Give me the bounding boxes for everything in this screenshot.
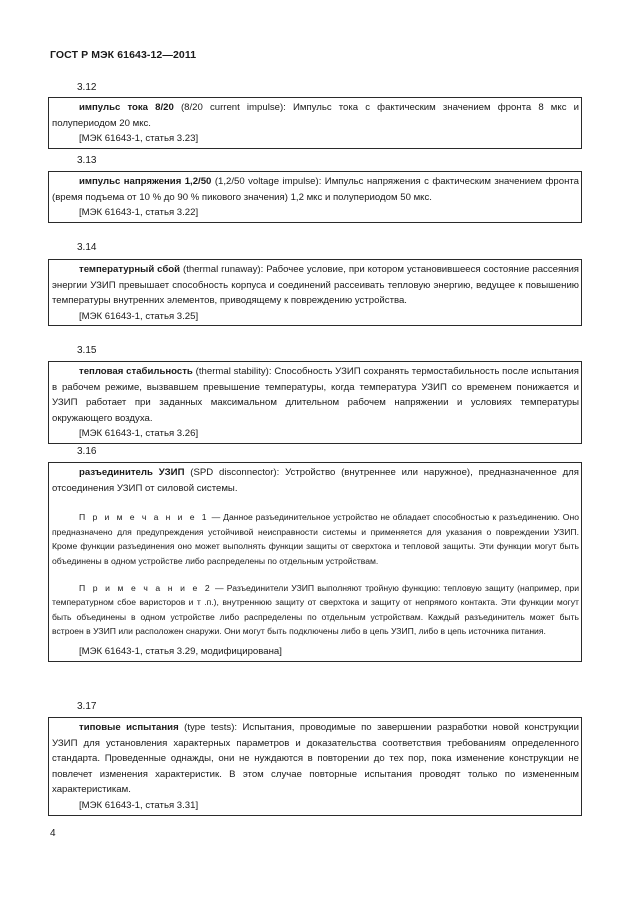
entry-note-1: П р и м е ч а н и е 1 — Данное разъединительное устройство не обладает способностью к разъединению. Оно предназначено для предупреждения устойчивой неисправности системы и применяется для указания о повреждении УЗИП. Кроме функции разъединения оно может выполнять функции защиты от сверхтока и тепловой защиты. Эти функции могут быть объединены в одном устройстве либо распределены по отдельным устройствам. bbox=[52, 512, 579, 566]
entry-box-3-14 bbox=[48, 259, 582, 326]
entry-number-3-12: 3.12 bbox=[77, 82, 97, 93]
entry-box-3-15 bbox=[48, 361, 582, 444]
document-header: ГОСТ Р МЭК 61643-12—2011 bbox=[50, 49, 197, 61]
entry-box-3-12 bbox=[48, 97, 582, 149]
entry-source: [МЭК 61643-1, статья 3.25] bbox=[79, 310, 199, 322]
entry-definition: импульс напряжения 1,2/50 (1,2/50 voltage impulse): Импульс напряжения с фактическим значением фронта (время подъема от 10 % до 90 % пикового значения) 1,2 мкс и полупериодом 50 мкс. bbox=[52, 176, 579, 203]
entry-source: [МЭК 61643-1, статья 3.29, модифицирована] bbox=[79, 645, 282, 657]
entry-term: типовые испытания bbox=[79, 722, 179, 733]
entry-source: [МЭК 61643-1, статья 3.22] bbox=[79, 207, 199, 219]
entry-term: импульс тока 8/20 bbox=[79, 102, 174, 113]
entry-source: [МЭК 61643-1, статья 3.31] bbox=[79, 799, 199, 811]
entry-number-3-16: 3.16 bbox=[77, 446, 97, 457]
entry-box-3-13 bbox=[48, 171, 582, 223]
entry-definition: разъединитель УЗИП (SPD disconnector): Устройство (внутреннее или наружное), предназначенное для отсоединения УЗИП от силовой системы. bbox=[52, 467, 579, 494]
entry-number-3-13: 3.13 bbox=[77, 155, 97, 166]
entry-term: импульс напряжения 1,2/50 bbox=[79, 176, 212, 187]
entry-term: разъединитель УЗИП bbox=[79, 467, 185, 478]
entry-definition: импульс тока 8/20 (8/20 current impulse): Импульс тока с фактическим значением фронта 8 мкс и полупериодом 20 мкс. bbox=[52, 102, 579, 129]
entry-box-3-17 bbox=[48, 717, 582, 816]
page-number: 4 bbox=[50, 828, 56, 839]
entry-definition: тепловая стабильность (thermal stability): Способность УЗИП сохранять термостабильность после испытания в рабочем режиме, вызвавшем превышение температуры, когда температура УЗИП со временем понижается и УЗИП работает при заданных максимальном длительном рабочем напряжении и условиях температуры окружающего воздуха. bbox=[52, 366, 579, 424]
entry-term: температурный сбой bbox=[79, 264, 181, 275]
entry-note-2: П р и м е ч а н и е 2 — Разъединители УЗИП выполняют тройную функцию: тепловую защиту (например, при температурном сбое варисторов и т .п.), внутреннюю защиту от сверхтока и защиту от непрямого контакта. Эти функции могут быть объединены в одном устройстве либо распределены по отдельным устройствам. Каждый разъединитель может быть встроен в УЗИП или расположен снаружи. Они могут быть подключены либо в цепь УЗИП, либо в цепь источника питания. bbox=[52, 582, 579, 637]
entry-box-3-16 bbox=[48, 462, 582, 662]
entry-number-3-15: 3.15 bbox=[77, 345, 97, 356]
entry-source: [МЭК 61643-1, статья 3.26] bbox=[79, 428, 199, 440]
entry-number-3-14: 3.14 bbox=[77, 242, 97, 253]
entry-definition: типовые испытания (type tests): Испытания, проводимые по завершении разработки новой конструкции УЗИП для установления характерных параметров и доказательства соответствия требованиям определенного стандарта. Проведенные однажды, они не нуждаются в повторении до тех пор, пока изменение конструкции не повлечет изменения характеристик. В этом случае повторные испытания проводят только по измененным характеристикам. bbox=[52, 722, 579, 796]
entry-number-3-17: 3.17 bbox=[77, 701, 97, 712]
entry-term: тепловая стабильность bbox=[79, 366, 193, 377]
entry-source: [МЭК 61643-1, статья 3.23] bbox=[79, 133, 199, 145]
entry-definition: температурный сбой (thermal runaway): Рабочее условие, при котором установившееся состояние рассеяния энергии УЗИП превышает способность корпуса и соединений рассеивать тепловую энергию, ведущее к повышению температуры внутренних элементов, приводящему к повреждению устройства. bbox=[52, 264, 580, 307]
